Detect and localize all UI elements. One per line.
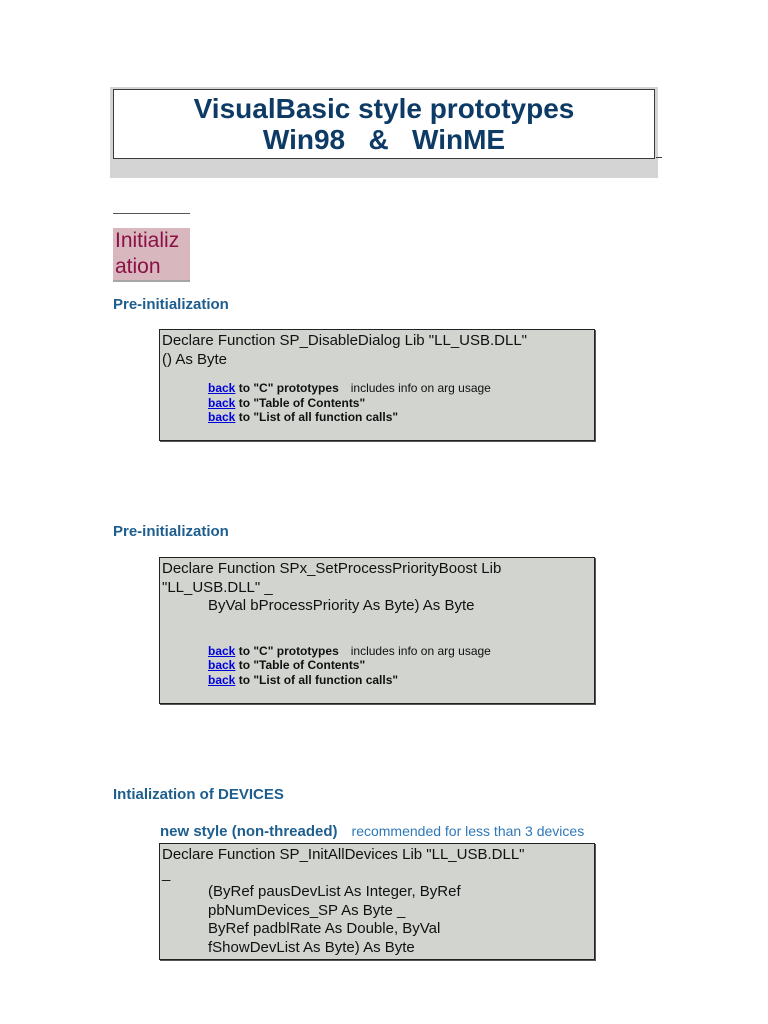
subheading-note: recommended for less than 3 devices bbox=[351, 823, 585, 839]
code-line: fShowDevList As Byte) As Byte bbox=[208, 938, 415, 956]
code-line: () As Byte bbox=[162, 350, 228, 368]
back-link-row bbox=[208, 381, 590, 396]
back-link-text: to "Table of Contents" bbox=[235, 658, 366, 672]
back-link-text: to "List of all function calls" bbox=[235, 672, 399, 687]
back-link-row bbox=[208, 410, 590, 425]
code-box bbox=[159, 329, 595, 441]
back-link-row bbox=[208, 396, 590, 411]
subheading-text: new style (non-threaded) bbox=[160, 823, 338, 840]
back-link-note: includes info on arg usage bbox=[350, 381, 491, 395]
back-link-function-calls[interactable]: back bbox=[208, 410, 236, 424]
code-line: Declare Function SP_DisableDialog Lib "LL_USB.DLL" bbox=[162, 332, 528, 349]
back-link-text: to "List of all function calls" bbox=[235, 410, 399, 424]
code-line: _ bbox=[162, 864, 171, 882]
section-label bbox=[113, 228, 190, 282]
code-line: ByVal bProcessPriority As Byte) As Byte bbox=[208, 597, 475, 614]
back-link-text: to "Table of Contents" bbox=[235, 395, 366, 410]
page-title-line1: VisualBasic style prototypes bbox=[193, 93, 575, 124]
section-label-line2: ation bbox=[115, 255, 161, 278]
code-line: "LL_USB.DLL" _ bbox=[162, 578, 273, 596]
page-title-line2: Win98 & WinME bbox=[262, 124, 506, 155]
block-heading: Pre-initialization bbox=[113, 523, 229, 540]
block-heading: Pre-initialization bbox=[113, 296, 229, 313]
back-link-row bbox=[208, 658, 590, 673]
back-link-table-of-contents[interactable]: back bbox=[208, 658, 236, 672]
back-link-row bbox=[208, 673, 590, 688]
code-line: Declare Function SPx_SetProcessPriorityBoost Lib bbox=[162, 560, 502, 577]
back-link-text: to "C" prototypes bbox=[235, 643, 339, 658]
back-link-table-of-contents[interactable]: back bbox=[208, 395, 236, 410]
back-links bbox=[162, 644, 590, 688]
code-line: (ByRef pausDevList As Integer, ByRef bbox=[208, 883, 461, 900]
code-line: ByRef padblRate As Double, ByVal bbox=[208, 920, 441, 937]
back-link-row bbox=[208, 644, 590, 659]
code-line: pbNumDevices_SP As Byte _ bbox=[208, 901, 406, 919]
back-link-c-prototypes[interactable]: back bbox=[208, 643, 236, 658]
back-link-text: to "C" prototypes bbox=[235, 381, 339, 395]
block-subheading bbox=[160, 823, 584, 841]
back-link-c-prototypes[interactable]: back bbox=[208, 381, 236, 395]
code-box bbox=[159, 843, 595, 960]
block-heading: Intialization of DEVICES bbox=[113, 786, 284, 803]
code-line: Declare Function SP_InitAllDevices Lib "LL_USB.DLL" bbox=[162, 846, 525, 863]
code-box bbox=[159, 557, 595, 704]
page-title bbox=[113, 89, 655, 159]
back-link-note: includes info on arg usage bbox=[350, 643, 491, 658]
title-divider bbox=[656, 157, 662, 158]
section-divider bbox=[113, 213, 190, 214]
section-label-line1: Initializ bbox=[115, 229, 180, 252]
back-link-function-calls[interactable]: back bbox=[208, 672, 236, 687]
back-links bbox=[162, 381, 590, 425]
